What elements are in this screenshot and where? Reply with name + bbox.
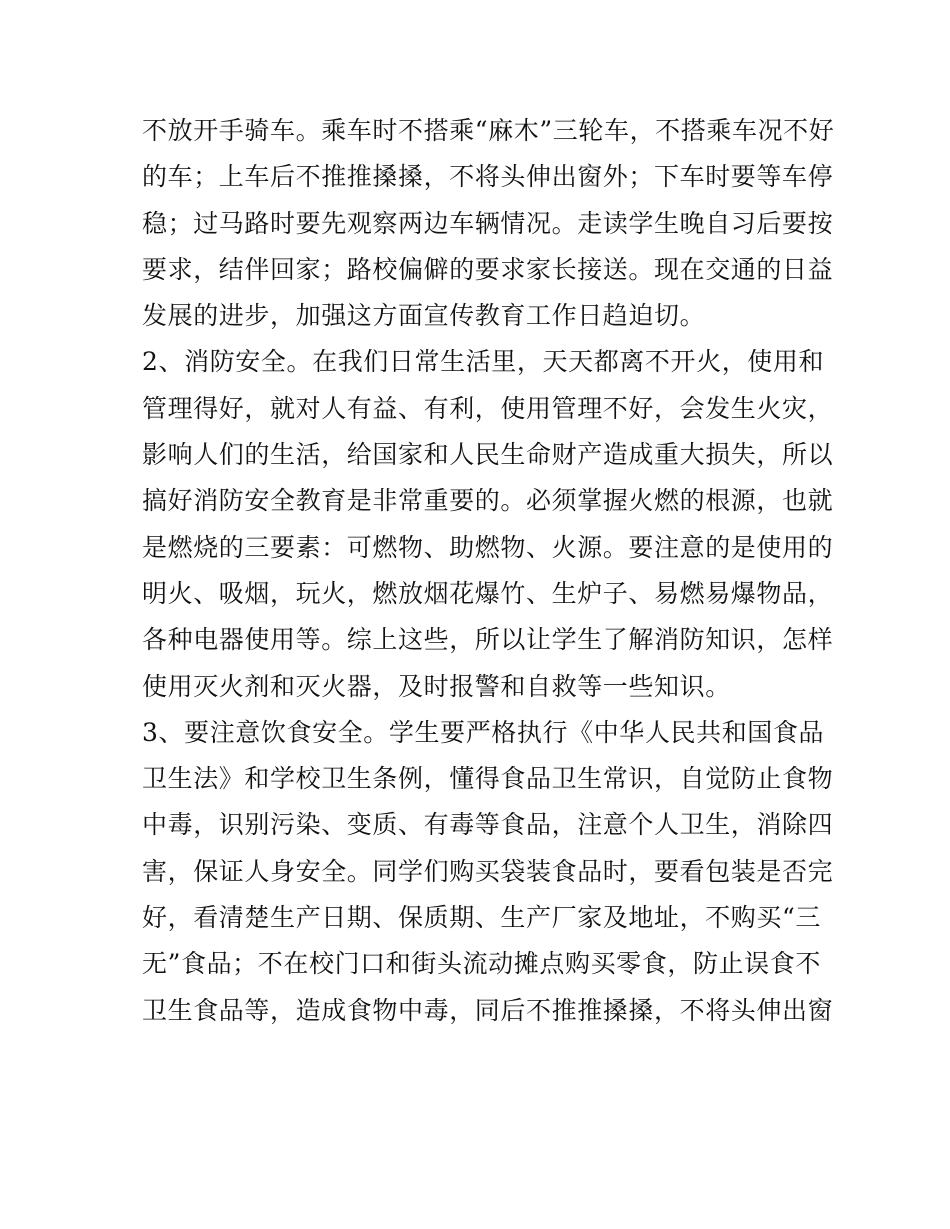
text-line: 发展的进步，加强这方面宣传教育工作日趋迫切。 [142,301,706,331]
text-line: 要求，结伴回家；路校偏僻的要求家长接送。现在交通的日益 [142,254,834,284]
text-line: 不放开手骑车。乘车时不搭乘“麻木”三轮车，不搭乘车况不好 [142,116,835,145]
body-text [142,108,835,1034]
text-line: 中毒，识别污染、变质、有毒等食品，注意个人卫生，消除四 [142,810,834,840]
text-line: 卫生法》和学校卫生条例，懂得食品卫生常识，自觉防止食物 [142,764,834,794]
text-line: 是燃烧的三要素：可燃物、助燃物、火源。要注意的是使用的 [142,532,834,562]
text-line: 害，保证人身安全。同学们购买袋装食品时，要看包装是否完 [142,856,834,886]
text-line: 2、消防安全。在我们日常生活里，天天都离不开火，使用和 [142,347,825,377]
text-line: 影响人们的生活，给国家和人民生命财产造成重大损失，所以 [142,440,834,470]
text-line: 稳；过马路时要先观察两边车辆情况。走读学生晚自习后要按 [142,208,834,238]
text-line: 使用灭火剂和灭火器，及时报警和自救等一些知识。 [142,671,731,701]
text-line: 3、要注意饮食安全。学生要严格执行《中华人民共和国食品 [142,717,825,747]
text-line: 管理得好，就对人有益、有利，使用管理不好，会发生火灾， [142,393,834,423]
text-line: 明火、吸烟，玩火，燃放烟花爆竹、生炉子、易燃易爆物品， [142,578,834,608]
text-line: 无”食品；不在校门口和街头流动摊点购买零食，防止误食不 [142,949,821,979]
text-line: 好，看清楚生产日期、保质期、生产厂家及地址，不购买“三 [142,903,821,933]
text-line: 的车；上车后不推推搡搡，不将头伸出窗外；下车时要等车停 [142,162,834,192]
text-line: 卫生食品等，造成食物中毒，同后不推推搡搡，不将头伸出窗 [142,995,834,1025]
text-line: 搞好消防安全教育是非常重要的。必须掌握火燃的根源，也就 [142,486,834,516]
text-line: 各种电器使用等。综上这些，所以让学生了解消防知识，怎样 [142,625,834,655]
